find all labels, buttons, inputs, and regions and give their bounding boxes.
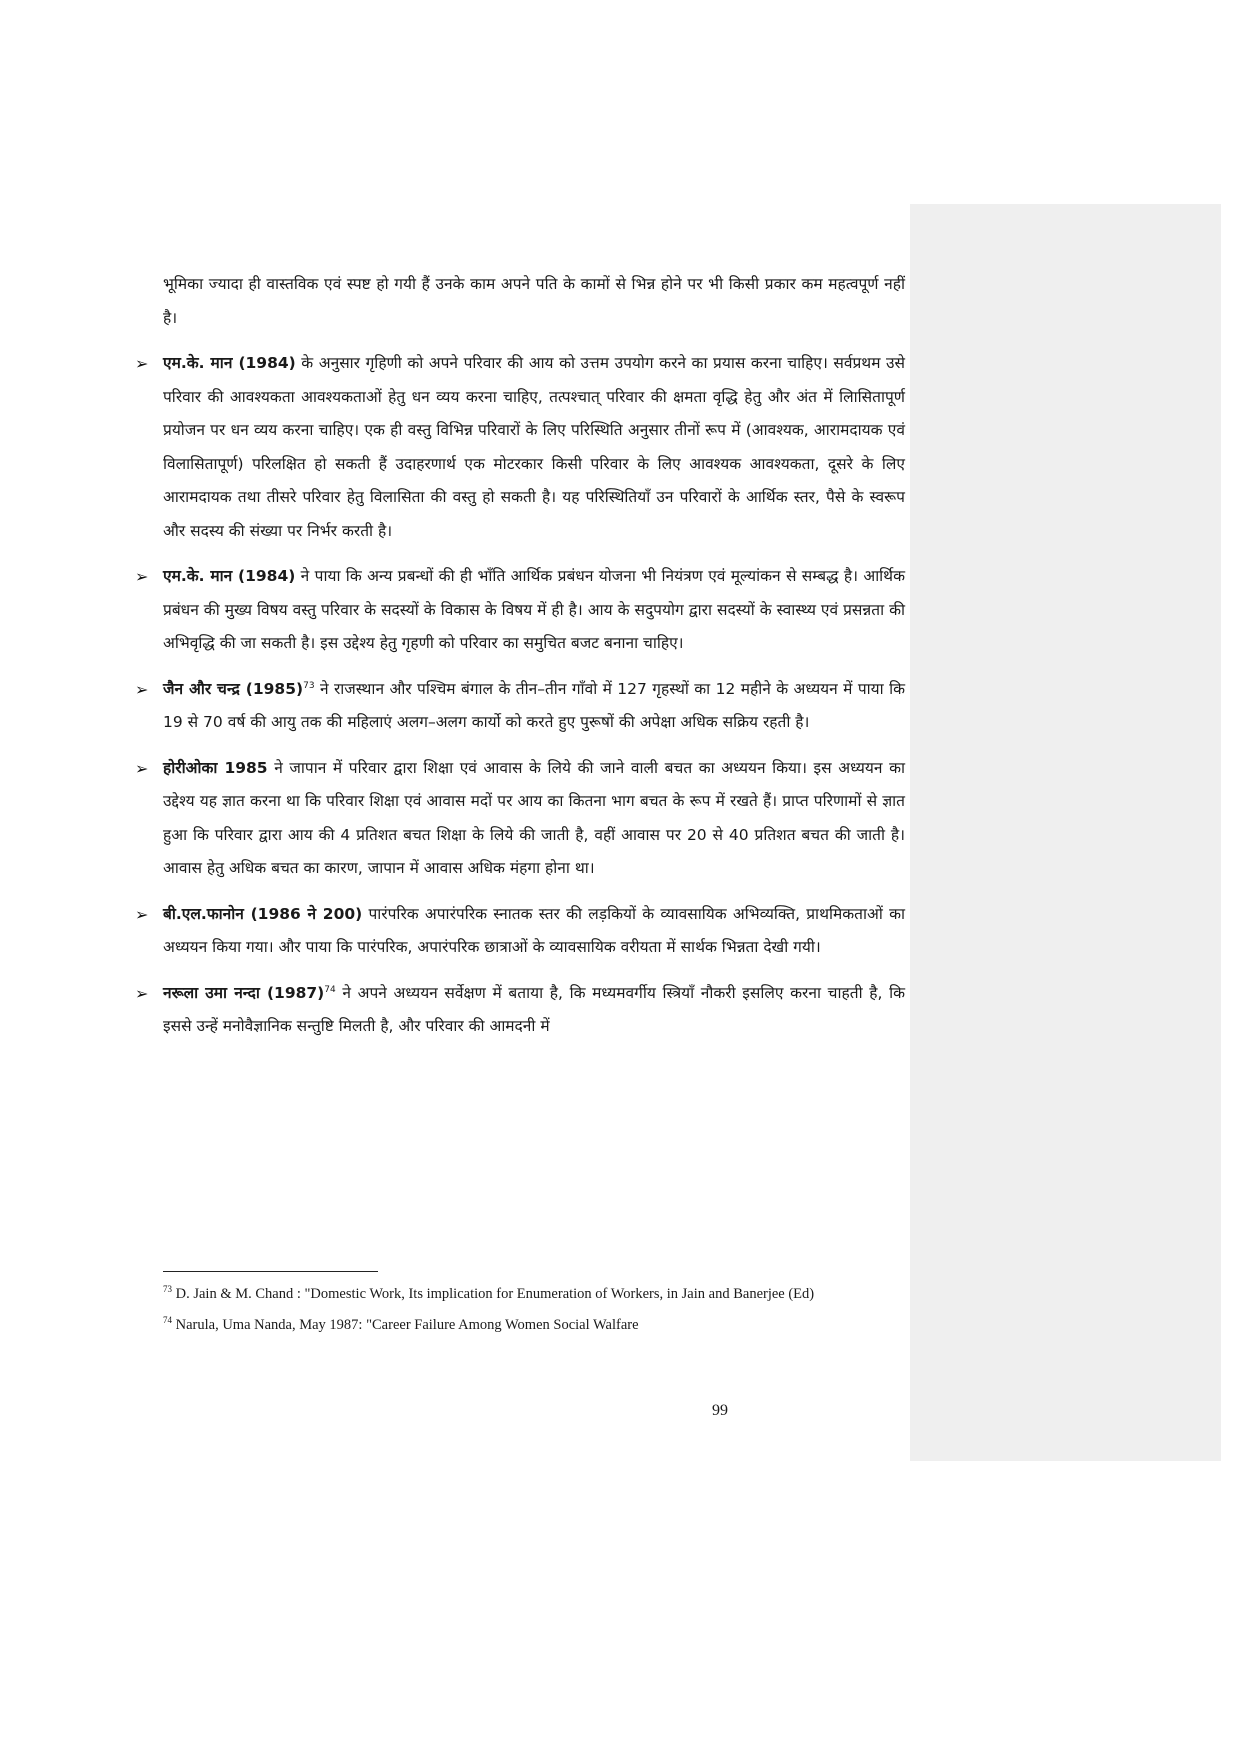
bullet-text: पारंपरिक अपारंपरिक स्नातक स्तर की लड़कियों के व्यावसायिक अभिव्यक्ति, प्राथमिकताओं का अध्ययन किया गया। और पाया कि पारंपरिक, अपारंपरिक छात्राओं के व्यावसायिक वरीयता में सार्थक भिन्नता देखी गयी। <box>163 904 905 956</box>
bullet-text: ने अपने अध्ययन सर्वेक्षण में बताया है, कि मध्यमवर्गीय स्त्रियाँ नौकरी इसलिए करना चाहती है, कि इससे उन्हें मनोवैज्ञानिक सन्तुष्टि मिलती है, और परिवार की आमदनी में <box>163 983 905 1035</box>
footnote-item <box>163 1281 905 1308</box>
arrow-bullet-icon: ➢ <box>135 679 149 699</box>
arrow-bullet-icon: ➢ <box>135 567 149 586</box>
bullet-text: ने पाया कि अन्य प्रबन्धों की ही भाँति आर्थिक प्रबंधन योजना भी नियंत्रण एवं मूल्यांकन से सम्बद्ध है। आर्थिक प्रबंधन की मुख्य विषय वस्तु परिवार के सदस्यों के विकास के विषय में ही है। आय के सदुपयोग द्वारा सदस्यों के स्वास्थ्य एवं प्रसन्नता की अभिवृद्धि की जा सकती है। इस उद्देश्य हेतु गृहणी को परिवार का समुचित बजट बनाना चाहिए। <box>163 567 905 652</box>
footnotes <box>163 1281 905 1343</box>
bullet-item <box>135 560 905 661</box>
footnote-number: 73 <box>163 1284 172 1295</box>
comment-margin-pane <box>910 204 1221 1461</box>
bullet-lead: एम.के. मान (1984) <box>163 354 296 372</box>
bullet-item <box>135 673 905 740</box>
footnote-ref[interactable]: 73 <box>303 680 315 691</box>
page-number: 99 <box>712 1402 728 1419</box>
footnote-number: 74 <box>163 1315 172 1326</box>
bullet-text: ने राजस्थान और पश्चिम बंगाल के तीन–तीन गाँवो में 127 गृहस्थों का 12 महीने के अध्ययन में पाया कि 19 से 70 वर्ष की आयु तक की महिलाएं अलग–अलग कार्यो को करते हुए पुरूषों की अपेक्षा अधिक सक्रिय रहती है। <box>163 679 905 731</box>
footnote-ref[interactable]: 74 <box>324 984 336 995</box>
bullet-lead: एम.के. मान (1984) <box>163 567 296 585</box>
bullet-item <box>135 347 905 548</box>
bullet-item <box>135 898 905 965</box>
bullet-lead: नरूला उमा नन्दा (1987) <box>163 983 325 1002</box>
bullet-item <box>135 752 905 886</box>
bullet-item <box>135 977 905 1044</box>
arrow-bullet-icon: ➢ <box>135 904 149 924</box>
bullet-lead: बी.एल.फानोन (1986 ने 200) <box>163 904 363 923</box>
footnote-separator <box>163 1271 378 1272</box>
footnote-text: D. Jain & M. Chand : "Domestic Work, Its implication for Enumeration of Workers, in Jain and Banerjee (Ed) <box>172 1286 815 1302</box>
bullet-lead: जैन और चन्द्र (1985) <box>163 679 304 698</box>
arrow-bullet-icon: ➢ <box>135 758 149 778</box>
bullet-lead: होरीओका 1985 <box>163 758 268 777</box>
intro-paragraph: भूमिका ज्यादा ही वास्तविक एवं स्पष्ट हो गयी हैं उनके काम अपने पति के कामों से भिन्न होने पर भी किसी प्रकार कम महत्वपूर्ण नहीं है। <box>163 275 905 327</box>
footnote-text: Narula, Uma Nanda, May 1987: "Career Failure Among Women Social Walfare <box>172 1317 639 1333</box>
footnote-item <box>163 1312 905 1339</box>
bullet-text: ने जापान में परिवार द्वारा शिक्षा एवं आवास के लिये की जाने वाली बचत का अध्ययन किया। इस अध्ययन का उद्देश्य यह ज्ञात करना था कि परिवार शिक्षा एवं आवास मदों पर आय का कितना भाग बचत के रूप में रखते हैं। प्राप्त परिणामों से ज्ञात हुआ कि परिवार द्वारा आय की 4 प्रतिशत बचत शिक्षा के लिये की जाती है, वहीं आवास पर 20 से 40 प्रतिशत बचत की जाती है। आवास हेतु अधिक बचत का कारण, जापान में आवास अधिक मंहगा होना था। <box>163 758 905 877</box>
page-body <box>135 268 905 1044</box>
bullet-text: के अनुसार गृहिणी को अपने परिवार की आय को उत्तम उपयोग करने का प्रयास करना चाहिए। सर्वप्रथम उसे परिवार की आवश्यकता आवश्यकताओं हेतु धन व्यय करना चाहिए, तत्पश्चात् परिवार की क्षमता वृद्धि हेतु और अंत में लिासितापूर्ण प्रयोजन पर धन व्यय करना चाहिए। एक ही वस्तु विभिन्न परिवारों के लिए परिस्थिति अनुसार तीनों रूप में (आवश्यक, आरामदायक एवं विलासितापूर्ण) परिलक्षित हो सकती हैं उदाहरणार्थ एक मोटरकार किसी परिवार के लिए आवश्यक आवश्यकता, दूसरे के लिए आरामदायक तथा तीसरे परिवार हेतु विलासिता की वस्तु हो सकती है। यह परिस्थितियाँ उन परिवारों के आर्थिक स्तर, पैसे के स्वरूप और सदस्य की संख्या पर निर्भर करती है। <box>163 354 905 540</box>
arrow-bullet-icon: ➢ <box>135 354 149 373</box>
arrow-bullet-icon: ➢ <box>135 983 149 1003</box>
